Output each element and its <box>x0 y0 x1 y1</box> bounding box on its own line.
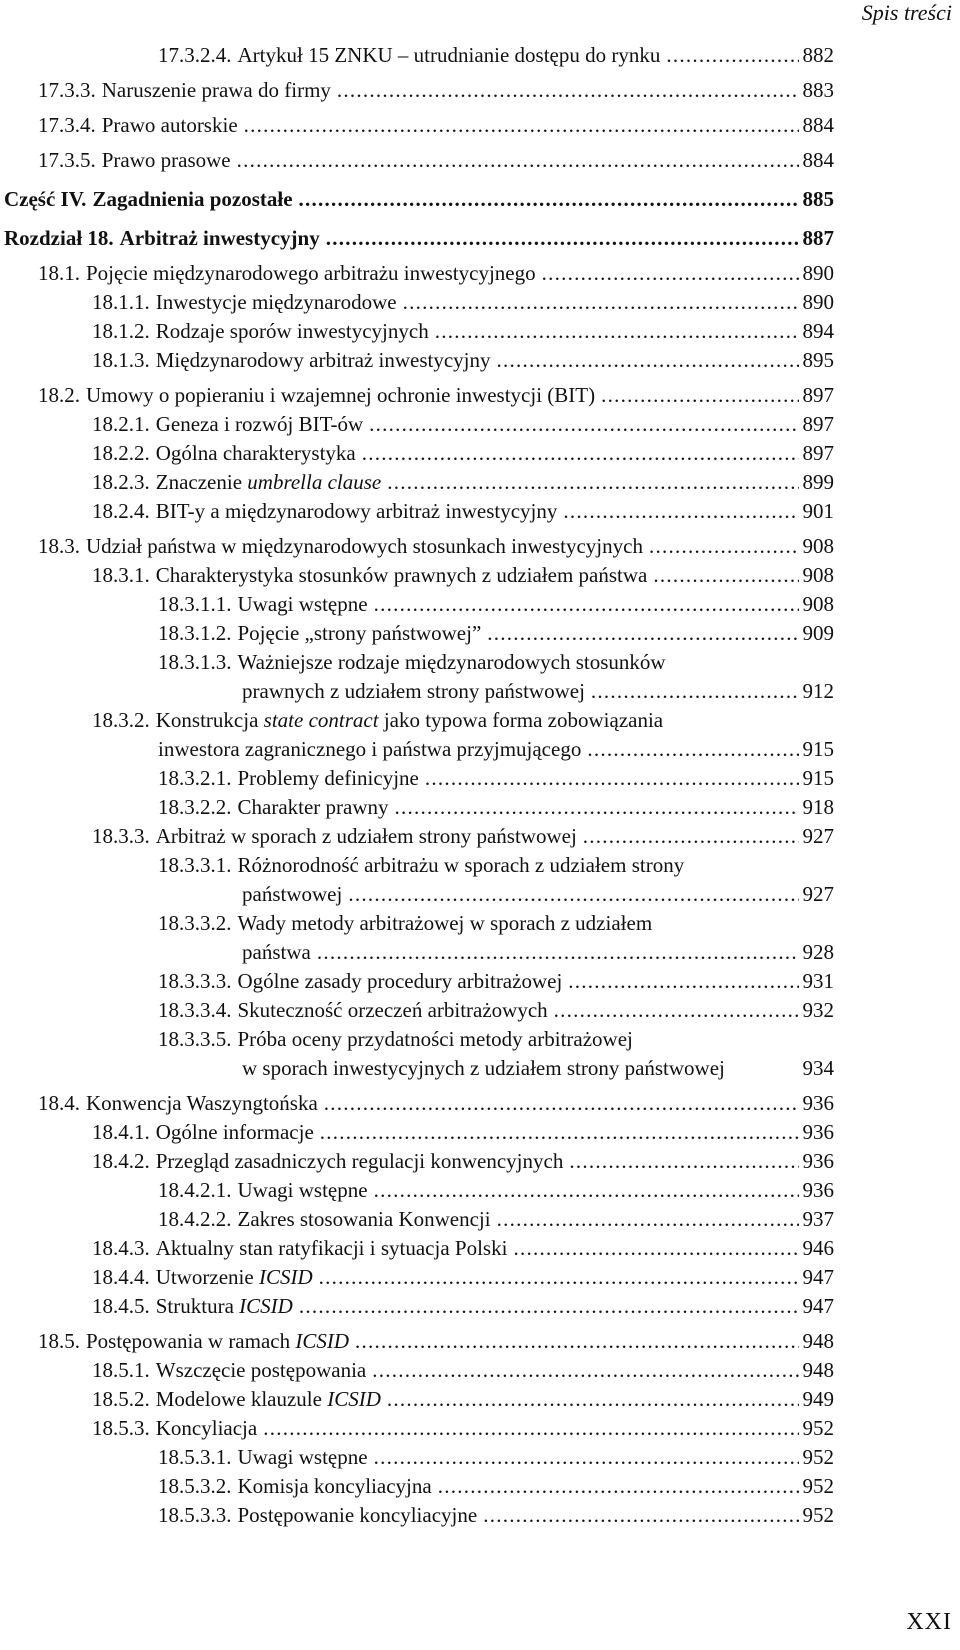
toc-entry-page: 949 <box>802 1387 834 1411</box>
toc-entry-page: 885 <box>802 187 834 211</box>
dot-leader <box>583 824 799 849</box>
dot-leader <box>542 261 799 286</box>
toc-entry-number: 18.2.2. <box>92 441 150 465</box>
toc-entry-title: Artykuł 15 ZNKU – utrudnianie dostępu do rynku <box>237 43 661 67</box>
toc-entry-title: Ogólna charakterystyka <box>155 441 356 465</box>
dot-leader <box>320 1120 799 1145</box>
toc-entry-number: 18.4. <box>38 1091 80 1115</box>
toc-entry-title: Struktura ICSID <box>155 1294 293 1318</box>
toc-entry-title: Charakterystyka stosunków prawnych z udziałem państwa <box>155 563 648 587</box>
toc-entry-number: 18.4.1. <box>92 1120 150 1144</box>
dot-leader <box>299 187 799 212</box>
toc-entry-number: 17.3.3. <box>38 78 96 102</box>
toc-entry-number: 18.4.2.1. <box>158 1178 232 1202</box>
toc-entry-title-continuation: w sporach inwestycyjnych z udziałem strony państwowej <box>242 1056 725 1080</box>
toc-entry-number: 18.2. <box>38 383 80 407</box>
toc-entry-page: 908 <box>802 563 834 587</box>
toc-entry-page: 946 <box>802 1236 834 1260</box>
toc-entry-title: Koncyliacja <box>155 1416 258 1440</box>
toc-entry-title: Naruszenie prawa do firmy <box>101 78 331 102</box>
toc-entry-number: 18.3.1. <box>92 563 150 587</box>
toc-entry-title: Modelowe klauzule ICSID <box>155 1387 381 1411</box>
toc-entry-page: 897 <box>802 383 834 407</box>
toc-entry-title: Wszczęcie postępowania <box>155 1358 367 1382</box>
toc-entry-page: 952 <box>802 1416 834 1440</box>
toc-entry-title: Zakres stosowania Konwencji <box>237 1207 491 1231</box>
toc-entry-title-italic: ICSID <box>295 1329 350 1353</box>
toc-entry-title-continuation: państwa <box>242 940 311 964</box>
toc-entry-number: 18.4.5. <box>92 1294 150 1318</box>
dot-leader <box>263 1416 798 1441</box>
toc-entry-number: 18.3.1.2. <box>158 621 232 645</box>
toc-entry-number: 18.4.3. <box>92 1236 150 1260</box>
dot-leader <box>487 621 798 646</box>
toc-entry-title: BIT-y a międzynarodowy arbitraż inwestycyjny <box>155 499 558 523</box>
toc-entry-page: 912 <box>802 679 834 703</box>
toc-entry-title: Ogólne informacje <box>155 1120 314 1144</box>
toc-entry-title-continuation: państwowej <box>242 882 343 906</box>
toc-entry-page: 932 <box>802 998 834 1022</box>
toc-entry-number: 18.2.4. <box>92 499 150 523</box>
dot-leader <box>591 679 799 704</box>
toc-entry-title: Arbitraż w sporach z udziałem strony państwowej <box>155 824 577 848</box>
dot-leader <box>649 534 799 559</box>
dot-leader <box>326 226 799 251</box>
running-header: Spis treści <box>861 0 952 25</box>
toc-entry-page: 952 <box>802 1474 834 1498</box>
dot-leader <box>601 383 798 408</box>
toc-entry-title-italic: ICSID <box>327 1387 381 1411</box>
toc-entry-number: 18.5.2. <box>92 1387 150 1411</box>
toc-entry-page: 915 <box>802 737 834 761</box>
dot-leader <box>337 78 799 103</box>
toc-entry-number: 18.2.1. <box>92 412 150 436</box>
toc-entry-number: Część IV. <box>4 187 87 211</box>
dot-leader <box>513 1236 798 1261</box>
dot-leader <box>569 1149 798 1174</box>
toc-entry-title-italic: ICSID <box>239 1294 293 1318</box>
toc-entry-title: Uwagi wstępne <box>237 1445 368 1469</box>
toc-entry-title-continuation: inwestora zagranicznego i państwa przyjmującego <box>158 737 582 761</box>
toc-entry-number: 18.1.3. <box>92 348 150 372</box>
toc-entry-page: 908 <box>802 592 834 616</box>
toc-entry-page: 882 <box>802 43 834 67</box>
toc-entry-title: Pojęcie „strony państwowej” <box>237 621 482 645</box>
toc-entry-page: 890 <box>802 261 834 285</box>
toc-entry-page: 947 <box>802 1265 834 1289</box>
toc-entry-page: 952 <box>802 1445 834 1469</box>
toc-entry-number: 18.3.3.4. <box>158 998 232 1022</box>
toc-entry-title: Znaczenie umbrella clause <box>155 470 382 494</box>
toc-entry-page: 936 <box>802 1178 834 1202</box>
toc-entry-title: Pojęcie międzynarodowego arbitrażu inwestycyjnego <box>86 261 536 285</box>
toc-entry-page: 909 <box>802 621 834 645</box>
toc-entry-title: Komisja koncyliacyjna <box>237 1474 432 1498</box>
toc-entry-number: 18.5.3. <box>92 1416 150 1440</box>
toc-entry-title: Zagadnienia pozostałe <box>92 187 293 211</box>
dot-leader <box>666 43 798 68</box>
toc-entry-number: 18.3.3. <box>92 824 150 848</box>
toc-entry-page: 918 <box>802 795 834 819</box>
dot-leader <box>403 290 799 315</box>
toc-entry-page: 894 <box>802 319 834 343</box>
toc-entry-title: Aktualny stan ratyfikacji i sytuacja Polski <box>155 1236 508 1260</box>
dot-leader <box>237 148 799 173</box>
toc-entry-number: 18.2.3. <box>92 470 150 494</box>
toc-entry-number: 18.3.2.1. <box>158 766 232 790</box>
toc-entry-page: 901 <box>802 499 834 523</box>
dot-leader <box>568 969 798 994</box>
dot-leader <box>355 1329 798 1354</box>
toc-entry-title: Skuteczność orzeczeń arbitrażowych <box>237 998 548 1022</box>
toc-entry-number: 18.3.3.3. <box>158 969 232 993</box>
toc-entry-number: 18.3. <box>38 534 80 558</box>
toc-entry-page: 937 <box>802 1207 834 1231</box>
dot-leader <box>438 1474 799 1499</box>
toc-entry-number: 18.1.1. <box>92 290 150 314</box>
toc-entry-page: 931 <box>802 969 834 993</box>
dot-leader <box>319 1265 799 1290</box>
toc-entry-title-italic: state contract <box>263 708 379 732</box>
toc-entry-title: Konstrukcja state contract jako typowa forma zobowiązania <box>155 708 664 732</box>
toc-entry-title: Rodzaje sporów inwestycyjnych <box>155 319 429 343</box>
dot-leader <box>497 1207 799 1232</box>
toc-entry-number: 18.3.3.1. <box>158 853 232 877</box>
toc-entry-page: 897 <box>802 412 834 436</box>
toc-entry-page: 948 <box>802 1329 834 1353</box>
toc-entry-title: Utworzenie ICSID <box>155 1265 313 1289</box>
toc-entry-page: 928 <box>802 940 834 964</box>
dot-leader <box>496 348 798 373</box>
dot-leader <box>362 441 799 466</box>
dot-leader <box>554 998 799 1023</box>
toc-entry-title: Międzynarodowy arbitraż inwestycyjny <box>155 348 491 372</box>
toc-entry-title: Wady metody arbitrażowej w sporach z udziałem <box>237 911 653 935</box>
dot-leader <box>374 592 799 617</box>
toc-entry-title: Przegląd zasadniczych regulacji konwencyjnych <box>155 1149 564 1173</box>
dot-leader <box>244 113 799 138</box>
toc-entry-page: 890 <box>802 290 834 314</box>
toc-entry-number: 18.5.1. <box>92 1358 150 1382</box>
dot-leader <box>435 319 799 344</box>
toc-entry-page: 936 <box>802 1120 834 1144</box>
toc-entry-number: 18.3.3.2. <box>158 911 232 935</box>
toc-entry-page: 884 <box>802 113 834 137</box>
toc-entry-number: 18.3.1.1. <box>158 592 232 616</box>
toc-entry-title: Ogólne zasady procedury arbitrażowej <box>237 969 563 993</box>
toc-entry-title: Arbitraż inwestycyjny <box>119 226 320 250</box>
toc-entry-number: 18.5.3.2. <box>158 1474 232 1498</box>
toc-entry-page: 915 <box>802 766 834 790</box>
toc-entry-number: 18.4.2.2. <box>158 1207 232 1231</box>
toc-entry-page: 936 <box>802 1149 834 1173</box>
dot-leader <box>324 1091 799 1116</box>
toc-entry-page: 883 <box>802 78 834 102</box>
dot-leader <box>483 1503 798 1528</box>
dot-leader <box>387 1387 799 1412</box>
toc-entry-title-italic: ICSID <box>258 1265 313 1289</box>
toc-entry-title: Różnorodność arbitrażu w sporach z udziałem strony <box>237 853 685 877</box>
toc-entry-number: 18.4.2. <box>92 1149 150 1173</box>
toc-entry-title: Udział państwa w międzynarodowych stosunkach inwestycyjnych <box>86 534 643 558</box>
dot-leader <box>299 1294 799 1319</box>
toc-entry-title: Ważniejsze rodzaje międzynarodowych stosunków <box>237 650 666 674</box>
toc-entry-page: 897 <box>802 441 834 465</box>
toc-entry-title: Charakter prawny <box>237 795 389 819</box>
dot-leader <box>395 795 799 820</box>
toc-entry-number: 18.1. <box>38 261 80 285</box>
dot-leader <box>374 1445 799 1470</box>
page-number: XXI <box>906 1609 952 1635</box>
dot-leader <box>374 1178 799 1203</box>
dot-leader <box>563 499 798 524</box>
toc-entry-title: Inwestycje międzynarodowe <box>155 290 397 314</box>
toc-entry-number: 17.3.5. <box>38 148 96 172</box>
toc-entry-title: Uwagi wstępne <box>237 592 368 616</box>
toc-entry-page: 936 <box>802 1091 834 1115</box>
toc-entry-page: 947 <box>802 1294 834 1318</box>
dot-leader <box>587 737 798 762</box>
toc-entry-page: 952 <box>802 1503 834 1527</box>
toc-entry-number: 18.3.2.2. <box>158 795 232 819</box>
dot-leader <box>653 563 798 588</box>
toc-entry-page: 884 <box>802 148 834 172</box>
dot-leader <box>387 470 798 495</box>
toc-entry-title: Geneza i rozwój BIT-ów <box>155 412 364 436</box>
toc-entry-title: Prawo autorskie <box>101 113 238 137</box>
toc-entry-page: 887 <box>802 226 834 250</box>
toc-entry-title-continuation: prawnych z udziałem strony państwowej <box>242 679 585 703</box>
dot-leader <box>425 766 799 791</box>
dot-leader <box>317 940 799 965</box>
toc-entry-title: Uwagi wstępne <box>237 1178 368 1202</box>
toc-entry-number: 18.5.3.1. <box>158 1445 232 1469</box>
toc-entry-number: 18.4.4. <box>92 1265 150 1289</box>
toc-entry-title: Umowy o popieraniu i wzajemnej ochronie inwestycji (BIT) <box>86 383 596 407</box>
toc-entry-page: 948 <box>802 1358 834 1382</box>
toc-entry-title: Postępowanie koncyliacyjne <box>237 1503 478 1527</box>
toc-entry-title: Postępowania w ramach ICSID <box>86 1329 350 1353</box>
toc-entry-title: Próba oceny przydatności metody arbitrażowej <box>237 1027 633 1051</box>
toc-entry-title-italic: umbrella clause <box>247 470 382 494</box>
toc-entry-number: 17.3.2.4. <box>158 43 232 67</box>
toc-entry-number: Rozdział 18. <box>4 226 114 250</box>
toc-entry-number: 18.3.2. <box>92 708 150 732</box>
toc-entry-page: 908 <box>802 534 834 558</box>
toc-entry-page: 927 <box>802 824 834 848</box>
toc-entry-title: Problemy definicyjne <box>237 766 419 790</box>
toc-entry-title: Prawo prasowe <box>101 148 231 172</box>
toc-entry-number: 18.5.3.3. <box>158 1503 232 1527</box>
toc-entry-number: 18.3.1.3. <box>158 650 232 674</box>
dot-leader <box>369 412 798 437</box>
toc-entry-number: 17.3.4. <box>38 113 96 137</box>
toc-entry-page: 899 <box>802 470 834 494</box>
toc-entry-page: 934 <box>802 1056 834 1080</box>
toc-entry-title: Konwencja Waszyngtońska <box>86 1091 318 1115</box>
dot-leader <box>348 882 798 907</box>
toc-entry-number: 18.1.2. <box>92 319 150 343</box>
toc-entry-page: 895 <box>802 348 834 372</box>
toc-entry-page: 927 <box>802 882 834 906</box>
toc-entry-number: 18.3.3.5. <box>158 1027 232 1051</box>
dot-leader <box>372 1358 798 1383</box>
toc-entry-number: 18.5. <box>38 1329 80 1353</box>
